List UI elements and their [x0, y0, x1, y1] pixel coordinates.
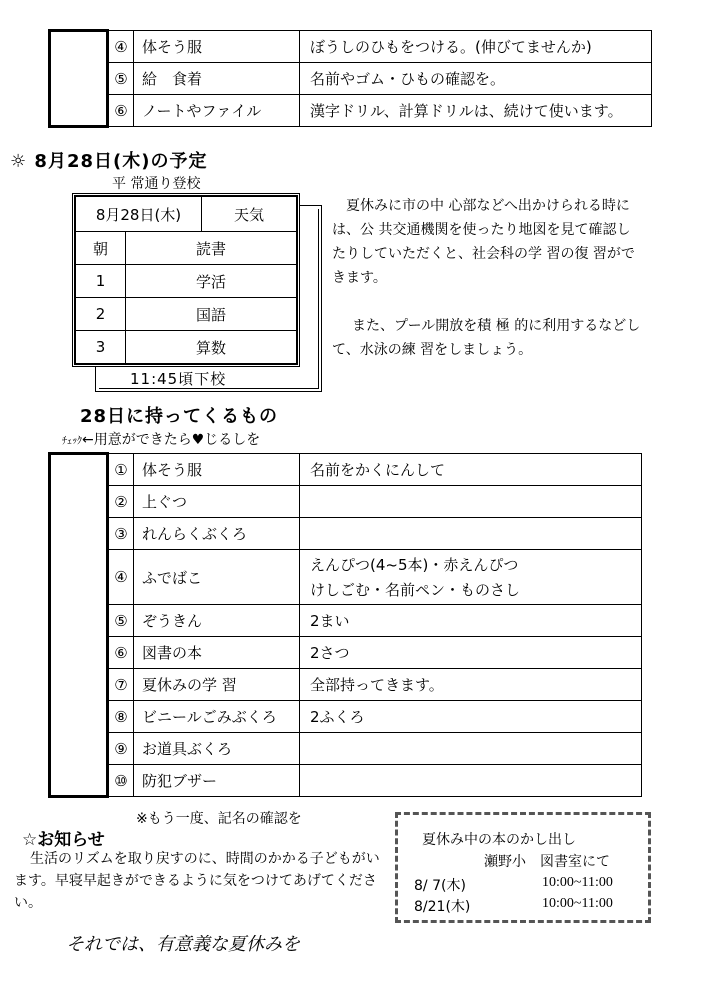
plan-subtitle: 平 常通り登校	[112, 176, 201, 192]
library-time: 10:00~11:00	[542, 896, 613, 911]
row-number: ③	[108, 518, 134, 550]
item-note	[300, 733, 642, 765]
name-check-reminder: ※もう一度、記名の確認を	[136, 811, 302, 827]
item-name: ぞうきん	[134, 605, 300, 637]
notice-body: 生活のリズムを取り戻すのに、時間のかかる子どもがいます。早寝早起きができるように気をつけてあげてください。	[14, 851, 380, 911]
check-instruction-text: ←用意ができたら♥じるしを	[82, 432, 261, 448]
item-note	[300, 486, 642, 518]
item-note	[300, 765, 642, 797]
plan-heading	[10, 147, 207, 173]
item-note: 全部持ってきます。	[300, 669, 642, 701]
item-name: 図書の本	[134, 637, 300, 669]
item-name: 体そう服	[134, 31, 300, 63]
subject-cell: 学活	[126, 265, 297, 298]
row-number: ⑧	[108, 701, 134, 733]
check-label: ﾁｪｯｸ	[62, 436, 82, 447]
row-number: ⑥	[108, 95, 134, 127]
sun-icon: ☼	[10, 151, 28, 172]
row-number: ⑤	[108, 63, 134, 95]
table-row	[76, 331, 297, 364]
row-number: ②	[108, 486, 134, 518]
dismissal-time: 11:45頃下校	[130, 370, 227, 388]
item-note: 名前やゴム・ひもの確認を。	[300, 63, 652, 95]
schedule-table	[75, 196, 297, 364]
row-number: ⑥	[108, 637, 134, 669]
item-note: 2さつ	[300, 637, 642, 669]
item-name: 上ぐつ	[134, 486, 300, 518]
item-name: 防犯ブザー	[134, 765, 300, 797]
item-name: 給 食着	[134, 63, 300, 95]
library-time: 10:00~11:00	[542, 875, 613, 890]
check-box-column[interactable]	[50, 31, 108, 127]
row-number: ⑨	[108, 733, 134, 765]
table-row	[50, 454, 642, 486]
item-name: お道具ぶくろ	[134, 733, 300, 765]
library-title: 夏休み中の本のかし出し	[422, 832, 576, 848]
item-note: 2ふくろ	[300, 701, 642, 733]
table-row	[50, 550, 642, 605]
item-name: ふでばこ	[134, 550, 300, 605]
table-row	[50, 701, 642, 733]
table-row	[50, 63, 652, 95]
row-number: ⑦	[108, 669, 134, 701]
table-row	[50, 669, 642, 701]
period-cell: 1	[76, 265, 126, 298]
subject-cell: 読書	[126, 232, 297, 265]
item-note: ぼうしのひもをつける。(伸びてませんか)	[300, 31, 652, 63]
check-instruction	[62, 429, 260, 449]
table-row	[50, 605, 642, 637]
item-note-line-2: けしごむ・名前ペン・ものさし	[310, 581, 521, 599]
item-note	[300, 550, 642, 605]
top-checklist-table	[48, 29, 652, 128]
period-cell: 朝	[76, 232, 126, 265]
item-note: 漢字ドリル、計算ドリルは、続けて使います。	[300, 95, 652, 127]
table-row	[50, 637, 642, 669]
weather-label: 天気	[202, 197, 297, 232]
check-box-column[interactable]	[50, 454, 108, 797]
item-note	[300, 518, 642, 550]
library-date-row	[414, 875, 634, 895]
library-date: 8/ 7(木)	[414, 878, 466, 894]
table-row	[76, 197, 297, 232]
notice-title: ☆お知らせ	[22, 830, 105, 850]
date-cell: 8月28日(木)	[76, 197, 202, 232]
row-number: ⑩	[108, 765, 134, 797]
bring-heading: 28日に持ってくるもの	[80, 406, 279, 427]
library-place: 瀬野小 図書室にて	[484, 854, 610, 870]
bring-checklist-table	[48, 452, 642, 798]
row-number: ④	[108, 550, 134, 605]
item-name: ビニールごみぶくろ	[134, 701, 300, 733]
row-number: ④	[108, 31, 134, 63]
table-row	[76, 232, 297, 265]
table-row	[76, 265, 297, 298]
table-row	[50, 733, 642, 765]
plan-paragraph-2: また、プール開放を積 極 的に利用するなどして、水泳の練 習をしましょう。	[332, 318, 641, 358]
library-date: 8/21(木)	[414, 899, 471, 915]
plan-title: 8月28日(木)の予定	[34, 151, 208, 172]
closing-message: それでは、有意義な夏休みを	[66, 934, 300, 955]
period-cell: 2	[76, 298, 126, 331]
table-row	[76, 298, 297, 331]
table-row	[50, 95, 652, 127]
item-name: 体そう服	[134, 454, 300, 486]
row-number: ①	[108, 454, 134, 486]
row-number: ⑤	[108, 605, 134, 637]
library-lending-box	[395, 812, 651, 923]
library-date-row	[414, 896, 634, 916]
item-name: 夏休みの学 習	[134, 669, 300, 701]
table-row	[50, 518, 642, 550]
item-name: れんらくぶくろ	[134, 518, 300, 550]
subject-cell: 算数	[126, 331, 297, 364]
table-row	[50, 486, 642, 518]
table-row	[50, 765, 642, 797]
period-cell: 3	[76, 331, 126, 364]
schedule-box	[72, 193, 300, 367]
plan-paragraph-1: 夏休みに市の中 心部などへ出かけられる時には、公 共交通機関を使ったり地図を見て確認したりしていただくと、社会科の学 習の復 習ができます。	[332, 198, 635, 286]
subject-cell: 国語	[126, 298, 297, 331]
table-row	[50, 31, 652, 63]
item-name: ノートやファイル	[134, 95, 300, 127]
item-note-line-1: えんぴつ(4~5本)・赤えんぴつ	[310, 556, 519, 574]
item-note: 名前をかくにんして	[300, 454, 642, 486]
item-note: 2まい	[300, 605, 642, 637]
